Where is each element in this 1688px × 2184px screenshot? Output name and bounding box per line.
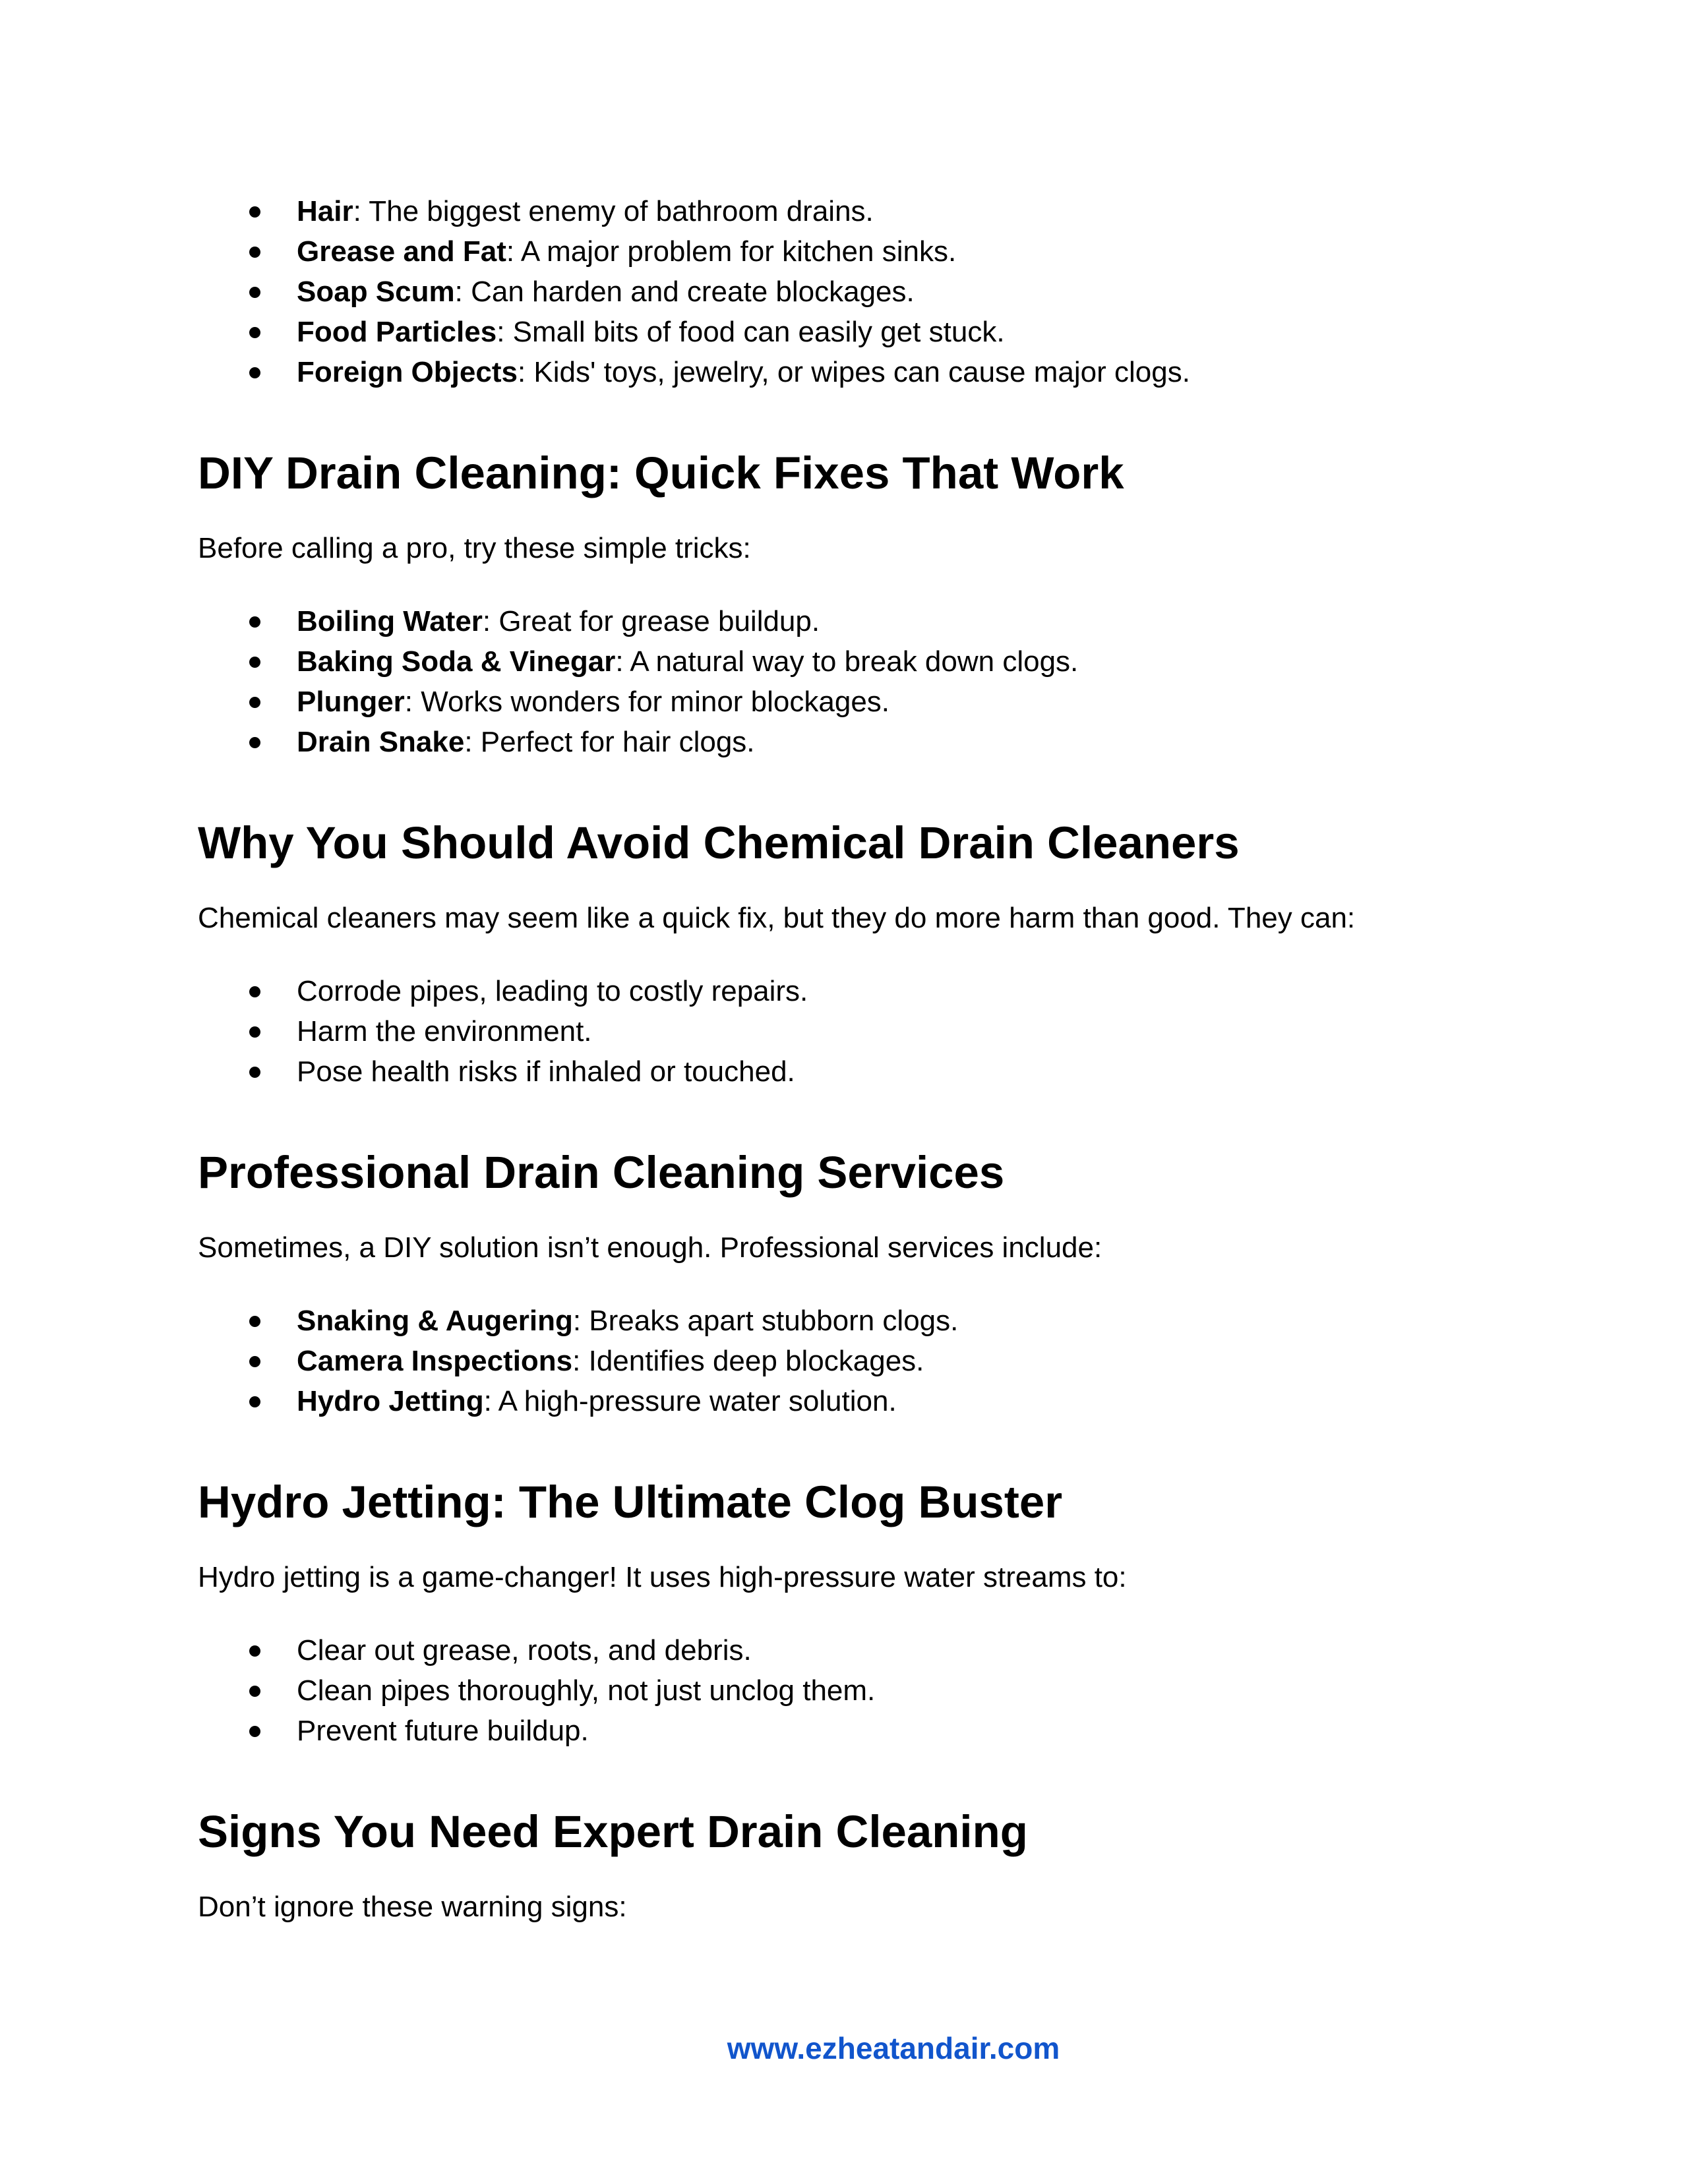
- list-item-term: Boiling Water: [297, 605, 483, 637]
- list-item: [198, 1630, 1490, 1670]
- list-item-term: Baking Soda & Vinegar: [297, 645, 616, 678]
- list-item-text: : Kids' toys, jewelry, or wipes can cause major clogs.: [517, 356, 1190, 388]
- section-intro-professional: Sometimes, a DIY solution isn’t enough. Professional services include:: [198, 1231, 1102, 1264]
- list-item-text: : Breaks apart stubborn clogs.: [572, 1305, 959, 1337]
- section-heading-professional: Professional Drain Cleaning Services: [198, 1147, 1005, 1198]
- bullet-icon: [249, 206, 260, 218]
- list-item-text: : Perfect for hair clogs.: [464, 726, 755, 758]
- bullet-icon: [249, 367, 260, 378]
- bullet-icon: [249, 657, 260, 668]
- list-item: [198, 601, 1490, 641]
- bullet-icon: [249, 1686, 260, 1697]
- list-item-text: : Can harden and create blockages.: [454, 276, 915, 308]
- list-item-text: : Great for grease buildup.: [482, 605, 820, 637]
- list-item: [198, 682, 1490, 722]
- diy-list: [198, 601, 1490, 762]
- list-item-term: Hair: [297, 195, 353, 227]
- section-intro-diy: Before calling a pro, try these simple tricks:: [198, 532, 751, 564]
- footer-website-link[interactable]: www.ezheatandair.com: [727, 2031, 1060, 2065]
- list-item-term: Food Particles: [297, 316, 497, 348]
- bullet-icon: [249, 327, 260, 338]
- bullet-icon: [249, 287, 260, 298]
- list-item: [198, 971, 1490, 1011]
- chemical-list: [198, 971, 1490, 1092]
- section-heading-hydro: Hydro Jetting: The Ultimate Clog Buster: [198, 1477, 1063, 1527]
- section-heading-diy: DIY Drain Cleaning: Quick Fixes That Work: [198, 448, 1124, 498]
- list-item: [198, 722, 1490, 762]
- list-item-text: Harm the environment.: [297, 1015, 592, 1048]
- list-item-text: Clean pipes thoroughly, not just unclog them.: [297, 1674, 876, 1707]
- list-item-term: Hydro Jetting: [297, 1385, 484, 1417]
- section-heading-chemical: Why You Should Avoid Chemical Drain Cleaners: [198, 817, 1240, 868]
- list-item-text: : A high-pressure water solution.: [483, 1385, 897, 1417]
- bullet-icon: [249, 1067, 260, 1078]
- list-item: [198, 312, 1490, 352]
- list-item-text: Clear out grease, roots, and debris.: [297, 1634, 752, 1667]
- list-item-text: Prevent future buildup.: [297, 1715, 589, 1747]
- bullet-icon: [249, 1645, 260, 1657]
- list-item: [198, 231, 1490, 272]
- list-item-term: Plunger: [297, 686, 405, 718]
- bullet-icon: [249, 986, 260, 997]
- list-item: [198, 1051, 1490, 1092]
- list-item-term: Camera Inspections: [297, 1345, 573, 1377]
- list-item: [198, 1670, 1490, 1711]
- causes-list: [198, 191, 1490, 392]
- list-item: [198, 352, 1490, 392]
- list-item-text: Pose health risks if inhaled or touched.: [297, 1055, 795, 1088]
- list-item-text: : Small bits of food can easily get stuck.: [497, 316, 1005, 348]
- bullet-icon: [249, 247, 260, 258]
- bullet-icon: [249, 1356, 260, 1367]
- list-item-text: : A major problem for kitchen sinks.: [506, 235, 957, 268]
- section-heading-signs: Signs You Need Expert Drain Cleaning: [198, 1806, 1028, 1857]
- section-intro-signs: Don’t ignore these warning signs:: [198, 1891, 627, 1923]
- list-item: [198, 1301, 1490, 1341]
- professional-list: [198, 1301, 1490, 1421]
- list-item-term: Drain Snake: [297, 726, 465, 758]
- bullet-icon: [249, 1726, 260, 1737]
- bullet-icon: [249, 1316, 260, 1327]
- list-item: [198, 1341, 1490, 1381]
- list-item: [198, 1011, 1490, 1051]
- list-item-text: : Works wonders for minor blockages.: [404, 686, 890, 718]
- list-item-term: Soap Scum: [297, 276, 455, 308]
- list-item: [198, 1711, 1490, 1751]
- list-item-text: : The biggest enemy of bathroom drains.: [353, 195, 874, 227]
- bullet-icon: [249, 737, 260, 748]
- list-item: [198, 191, 1490, 231]
- list-item: [198, 272, 1490, 312]
- list-item: [198, 1381, 1490, 1421]
- list-item-term: Snaking & Augering: [297, 1305, 573, 1337]
- bullet-icon: [249, 697, 260, 708]
- hydro-list: [198, 1630, 1490, 1751]
- list-item-text: : A natural way to break down clogs.: [615, 645, 1079, 678]
- list-item: [198, 641, 1490, 682]
- bullet-icon: [249, 1026, 260, 1038]
- list-item-term: Foreign Objects: [297, 356, 518, 388]
- list-item-text: : Identifies deep blockages.: [572, 1345, 924, 1377]
- bullet-icon: [249, 616, 260, 628]
- section-intro-hydro: Hydro jetting is a game-changer! It uses high-pressure water streams to:: [198, 1561, 1127, 1593]
- list-item-text: Corrode pipes, leading to costly repairs.: [297, 975, 808, 1007]
- bullet-icon: [249, 1396, 260, 1407]
- list-item-term: Grease and Fat: [297, 235, 506, 268]
- document-content: [198, 191, 1490, 1927]
- section-intro-chemical: Chemical cleaners may seem like a quick fix, but they do more harm than good. They can:: [198, 902, 1356, 934]
